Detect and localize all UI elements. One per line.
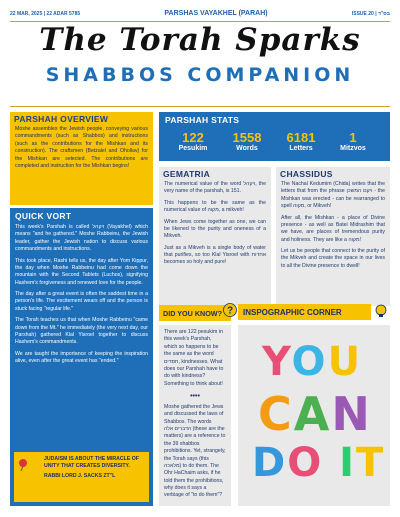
stat-words <box>225 130 269 152</box>
paragraph: Just as a Mikveh is a single body of water that purifies, so too Klal Yisroel with אחדות becomes so holy and pure! <box>164 244 266 266</box>
stat-pesukim <box>173 130 213 152</box>
chassidus-text <box>276 181 390 270</box>
paragraph: Moshe gathered the Jews and discussed the laws of Shabbos. The words הדברים אלה (these are the matters) are a reference to the 39 shabbos prohibitions. Yet, strangely, the Torah says (this מלאכה) to do them. The Ohr HaChaim asks, if he told them the prohibitions, why does it says a verbiage of "to do them"? <box>164 403 226 499</box>
did-you-know-text <box>159 325 231 506</box>
inspographic-box <box>238 325 390 506</box>
letter: C <box>258 387 294 441</box>
gematria-heading: GEMATRIA <box>163 169 211 179</box>
letter: O <box>291 339 328 385</box>
paragraph: This week's Parshah is called ויקהל (Vayakhel) which means "and he gathered." Moshe Rabbeinu, the Jewish leader, gather the Jewish nation to discuss various commandments and instructions. <box>15 224 148 253</box>
top-bar <box>10 6 390 22</box>
letter: A <box>293 387 332 441</box>
quote-text: JUDAISM IS ABOUT THE MIRACLE OF UNITY THAT CREATES DIVERSITY. <box>44 456 139 470</box>
paragraph: The Nachal Kedumim (Chida) writes that the letters that from the phrase ויקם המשכן - the Mishkan was erected - can be rearranged to spell מקוה, or Mikveh! <box>281 181 386 210</box>
stat-value: 1 <box>349 130 357 145</box>
overview-text: Moshe assembles the Jewish people, conveying various commandments (such as Shabbos) and instructions (such as the contributions for the Mishkan and its construction). The craftsmen (Betzalel and Oholiav) for the Mishkan are selected. The contributions are completed and instruction for the Mishkan begins! <box>15 126 148 169</box>
paragraph: The Torah teaches us that when Moshe Rabbeinu "came down from the Mt." he immediately (the very next day, our Parshah) gathered Klal Yisroel together to discuss Hashem's commandments. <box>15 317 148 346</box>
letter: N <box>331 387 372 441</box>
gematria-box <box>159 167 271 306</box>
stat-value: 6181 <box>286 130 316 145</box>
paragraph: After all, the Mishkan - a place of Divine presence - as well as Batei Midrashim that we have, are places of tremendous purity and holiness. They are like a מקוה! <box>281 214 385 243</box>
stat-label: Letters <box>289 145 313 152</box>
did-you-know-box <box>159 325 231 506</box>
parsha-name: PARSHAS VAYAKHEL (PARAH) <box>164 10 268 17</box>
letter: O <box>287 440 324 486</box>
newsletter-title: The Torah Sparks <box>39 22 361 58</box>
letter: U <box>327 339 363 385</box>
overview-heading: PARSHAH OVERVIEW <box>14 114 109 124</box>
you-can-do-it-line2 <box>258 387 372 441</box>
letter: I <box>339 440 357 486</box>
letter: Y <box>262 339 292 385</box>
paragraph: This happens to be the same as the numerical value of מקוה, a mikveh! <box>164 199 266 214</box>
letter: D <box>252 440 288 486</box>
header-divider <box>10 106 390 107</box>
stat-letters <box>279 130 323 152</box>
pushpin-icon <box>16 458 30 472</box>
paragraph: We are taught the importance of keeping the inspiration alive, even after the great event has "ended." <box>15 350 148 364</box>
stats-heading: PARSHAH STATS <box>165 115 240 125</box>
stat-label: Pesukim <box>178 145 208 152</box>
you-can-do-it-line3 <box>252 440 385 486</box>
dots-divider: •••• <box>190 393 200 400</box>
you-can-do-it-line1 <box>262 339 362 385</box>
letter: T <box>356 440 386 486</box>
svg-text:?: ? <box>226 305 234 317</box>
lightbulb-icon <box>373 303 389 319</box>
issue-date: 22 MAR, 2025 | 22 ADAR 5785 <box>10 10 81 17</box>
gematria-text <box>159 181 271 267</box>
did-you-know-heading: DID YOU KNOW? <box>159 305 231 321</box>
paragraph: There are 122 pesukim in this week's Parshah, which so happens to be the same as the word חסדים, kindnesses. What does our Parshah have to do with kindness? Something to think about! <box>164 329 224 387</box>
quote-box <box>14 452 149 502</box>
paragraph: Let us be people that connect to the purity of the Mikveh and create the space in our lives to all the Divine presence to dwell! <box>281 248 385 269</box>
newsletter-subtitle: SHABBOS COMPANION <box>45 64 355 86</box>
stat-mitzvos <box>331 130 375 152</box>
inspographic-heading: INSPOGRAPHIC CORNER <box>238 304 371 320</box>
quick-vort-heading: QUICK VORT <box>15 211 72 221</box>
stat-value: 1558 <box>232 130 262 145</box>
stat-value: 122 <box>182 130 204 145</box>
paragraph: The day after a great event is often the saddest time in a person's life. The excitement wears off and the person is stuck facing "regular life." <box>15 291 148 312</box>
chassidus-heading: CHASSIDUS <box>280 169 333 179</box>
issue-number: ISSUE 20 | בס"ד <box>351 10 390 17</box>
chassidus-box <box>276 167 390 306</box>
stat-label: Mitzvos <box>340 145 366 152</box>
parshah-stats-box <box>159 112 390 161</box>
stat-label: Words <box>236 145 258 152</box>
parshah-overview-box <box>10 112 153 205</box>
quick-vort-text <box>10 224 153 365</box>
question-icon <box>223 303 237 317</box>
paragraph: This took place, Rashi tells us, the day after Yom Kippur, the day when Moshe Rabbeinu had come down the mountain with the Second Tablets (Luchos), signifying Hashem's forgiveness and renewed love for the people. <box>15 257 148 286</box>
quote-author: RABBI LORD J. SACKS ZT"L <box>44 472 116 479</box>
paragraph: When Jews come together as one, we can be likened to the purity and oneness of a Mikveh. <box>164 218 266 240</box>
paragraph: The numerical value of the word ויקהל, the very name of the parshah, is 151. <box>164 181 266 195</box>
